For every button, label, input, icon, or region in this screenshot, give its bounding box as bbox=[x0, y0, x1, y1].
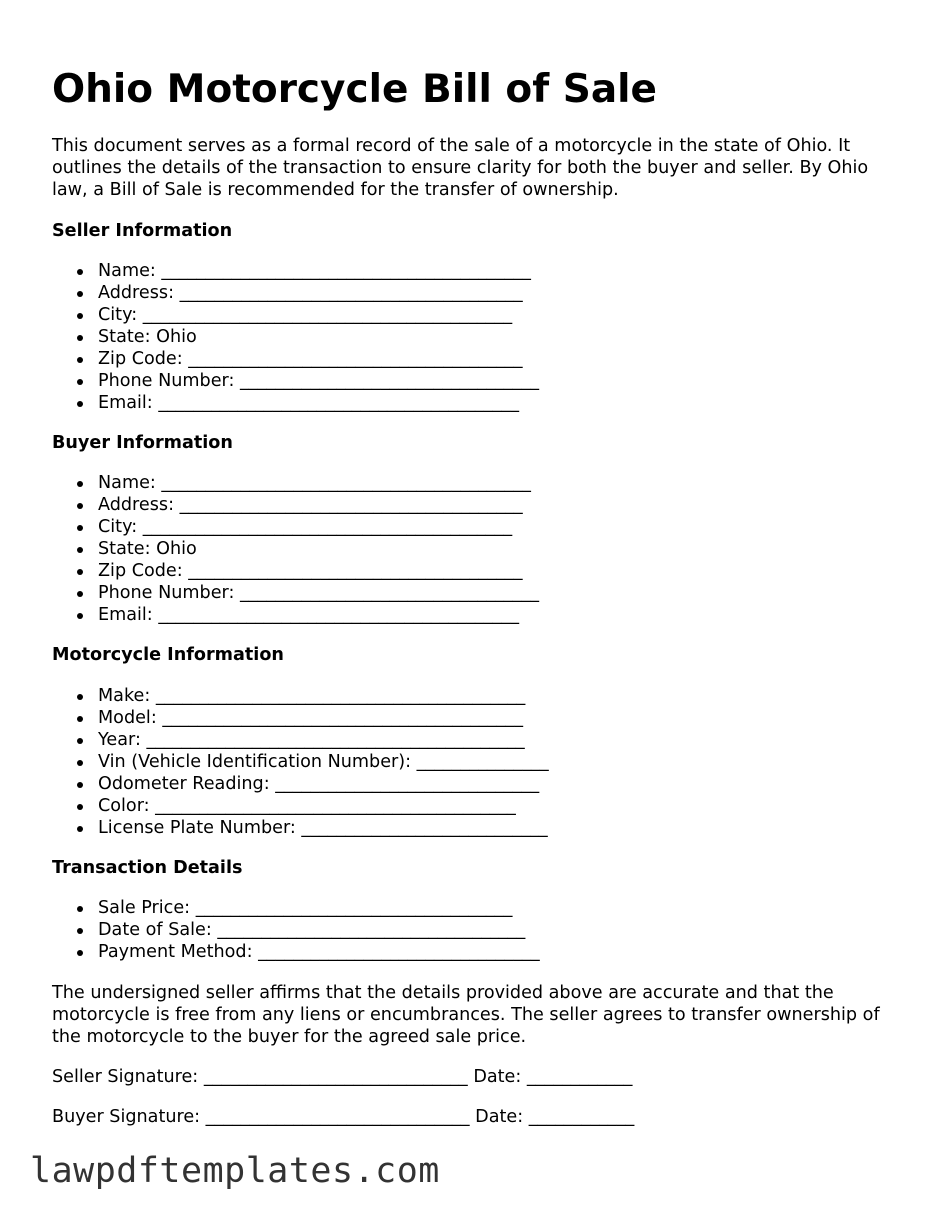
motorcycle-make-field[interactable]: Make: __________________________________________ bbox=[98, 685, 549, 707]
buyer-signature-line[interactable]: Buyer Signature: ______________________________ Date: ____________ bbox=[52, 1107, 635, 1127]
payment-method-field[interactable]: Payment Method: ________________________________ bbox=[98, 942, 540, 962]
buyer-address-field[interactable]: Address: _______________________________________ bbox=[98, 494, 539, 516]
motorcycle-color-field[interactable]: Color: _________________________________________ bbox=[98, 795, 549, 817]
buyer-section-heading: Buyer Information bbox=[52, 433, 233, 453]
buyer-name-field[interactable]: Name: __________________________________________ bbox=[98, 472, 539, 494]
motorcycle-section-heading: Motorcycle Information bbox=[52, 645, 284, 665]
seller-city-field[interactable]: City: __________________________________________ bbox=[98, 304, 539, 326]
motorcycle-year-field[interactable]: Year: ___________________________________________ bbox=[98, 729, 549, 751]
seller-phone-field[interactable]: Phone Number: __________________________________ bbox=[98, 371, 540, 391]
buyer-field-list bbox=[52, 472, 539, 626]
intro-paragraph: This document serves as a formal record of the sale of a motorcycle in the state of Ohio. It outlines the details of the transaction to ensure clarity for both the buyer and seller. By Ohio law, a Bill of Sale is recommended for the transfer of ownership. bbox=[52, 136, 869, 200]
affirmation-paragraph: The undersigned seller affirms that the details provided above are accurate and that the motorcycle is free from any liens or encumbrances. The seller agrees to transfer ownership of the motorcycle to the buyer for the agreed sale price. bbox=[52, 983, 880, 1047]
watermark-text: lawpdftemplates.com bbox=[30, 1151, 440, 1191]
buyer-email-field[interactable]: Email: _________________________________________ bbox=[98, 604, 539, 626]
page-title: Ohio Motorcycle Bill of Sale bbox=[52, 67, 657, 112]
seller-email-field[interactable]: Email: _________________________________________ bbox=[98, 392, 539, 414]
sale-price-field[interactable]: Sale Price: ____________________________________ bbox=[98, 897, 540, 919]
seller-section-heading: Seller Information bbox=[52, 221, 233, 241]
motorcycle-odometer-field[interactable]: Odometer Reading: ______________________________ bbox=[98, 773, 549, 795]
seller-signature-line[interactable]: Seller Signature: ______________________________ Date: ____________ bbox=[52, 1067, 633, 1087]
seller-zip-field[interactable]: Zip Code: ______________________________________ bbox=[98, 348, 539, 370]
seller-address-field[interactable]: Address: _______________________________________ bbox=[98, 282, 539, 304]
buyer-zip-field[interactable]: Zip Code: ______________________________________ bbox=[98, 560, 539, 582]
seller-name-field[interactable]: Name: __________________________________________ bbox=[98, 260, 539, 282]
buyer-phone-field[interactable]: Phone Number: __________________________________ bbox=[98, 583, 540, 603]
buyer-state-field: State: Ohio bbox=[98, 538, 539, 560]
buyer-city-field[interactable]: City: __________________________________________ bbox=[98, 516, 539, 538]
seller-field-list bbox=[52, 260, 539, 414]
transaction-section-heading: Transaction Details bbox=[52, 858, 243, 878]
motorcycle-plate-field[interactable]: License Plate Number: ____________________________ bbox=[98, 818, 548, 838]
seller-state-field: State: Ohio bbox=[98, 326, 539, 348]
transaction-field-list bbox=[52, 897, 540, 963]
motorcycle-field-list bbox=[52, 685, 549, 839]
motorcycle-vin-field[interactable]: Vin (Vehicle Identification Number): _______________ bbox=[98, 752, 549, 772]
motorcycle-model-field[interactable]: Model: _________________________________________ bbox=[98, 707, 549, 729]
sale-date-field[interactable]: Date of Sale: ___________________________________ bbox=[98, 919, 540, 941]
